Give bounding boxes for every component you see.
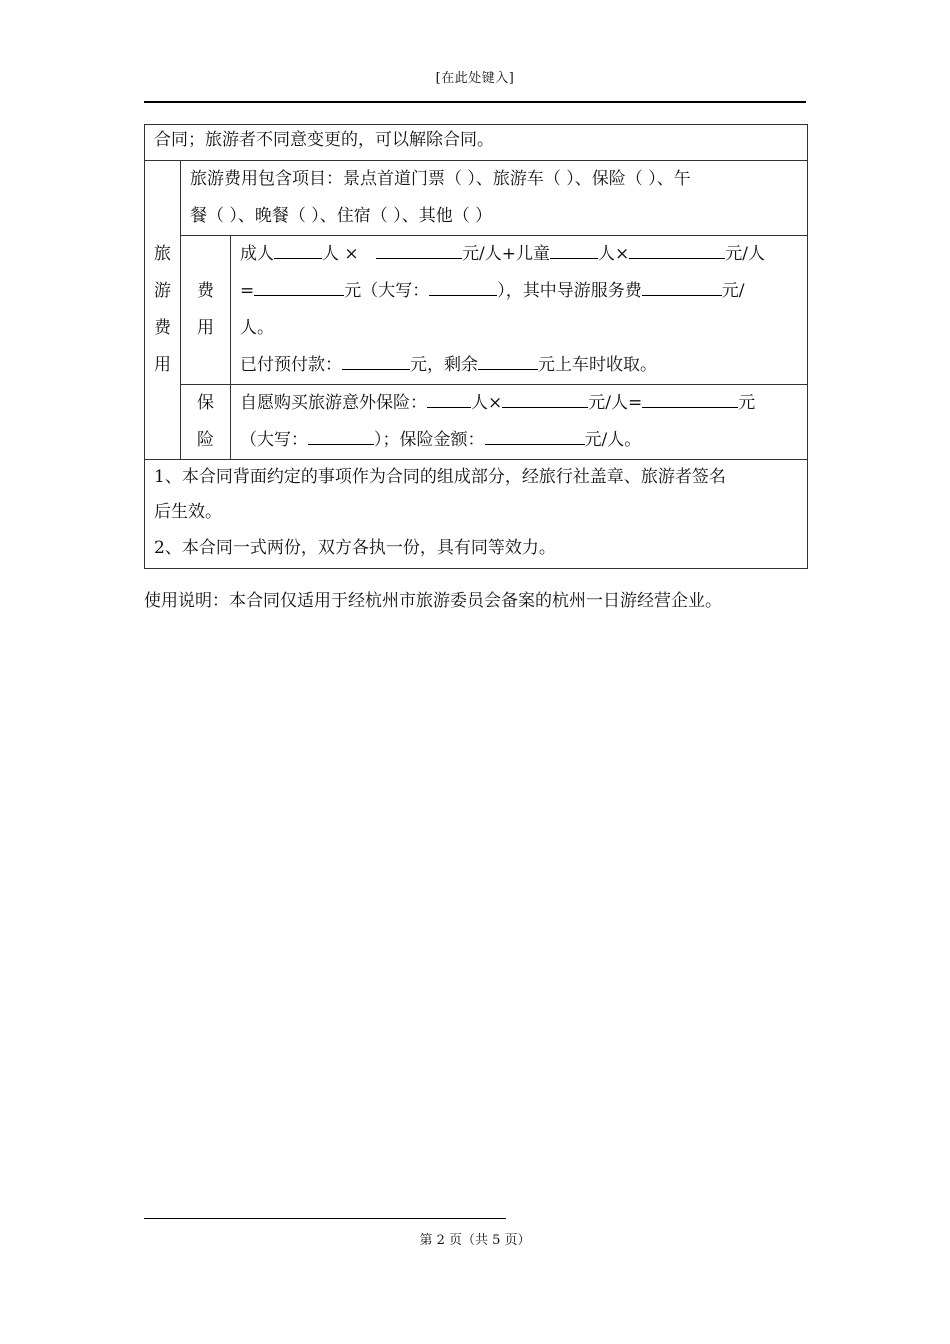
total-daxie-blank[interactable] — [429, 277, 497, 296]
cost-line-4 — [240, 347, 799, 384]
insurance-text: 自愿购买旅游意外保险： — [240, 393, 427, 413]
insurance-daxie-blank[interactable] — [308, 426, 374, 445]
cost-line-3: 人。 — [240, 318, 274, 338]
included-items-line: 餐（ ）、晚餐（ ）、住宿（ ）、其他（ ） — [190, 206, 493, 226]
insurance-line-1 — [240, 385, 799, 422]
child-count-blank[interactable] — [550, 240, 598, 259]
cost-text: = — [240, 281, 255, 301]
child-price-blank[interactable] — [629, 240, 725, 259]
cost-text: 元（大写： — [344, 281, 430, 301]
cost-text: 元/人 — [725, 244, 766, 264]
cost-line-1 — [240, 236, 799, 273]
total-amount-blank[interactable] — [254, 277, 344, 296]
insurance-text: 人× — [471, 393, 503, 413]
cost-label-char: 用 — [197, 318, 214, 338]
insurance-text: 元/人。 — [584, 430, 642, 450]
remaining-blank[interactable] — [478, 351, 538, 370]
note-1-line: 后生效。 — [154, 502, 222, 522]
page-number: 第 2 页（共 5 页） — [419, 1233, 531, 1248]
insurance-detail-cell — [231, 385, 808, 460]
fees-label-char: 游 — [154, 281, 171, 301]
insurance-text: 元/人= — [588, 393, 643, 413]
insurance-amount-blank[interactable] — [485, 426, 585, 445]
table-row-cost — [145, 236, 808, 385]
insurance-line-2 — [240, 422, 799, 459]
insurance-price-blank[interactable] — [502, 389, 588, 408]
fees-label-cell — [145, 161, 181, 460]
insured-count-blank[interactable] — [427, 389, 471, 408]
usage-note: 使用说明：本合同仅适用于经杭州市旅游委员会备案的杭州一日游经营企业。 — [144, 591, 722, 611]
cost-text: 元/人+儿童 — [462, 244, 551, 264]
cost-text: ），其中导游服务费 — [497, 281, 642, 301]
adult-price-blank[interactable] — [376, 240, 462, 259]
table-row-insurance — [145, 385, 808, 460]
cost-text: 成人 — [240, 244, 274, 264]
insurance-label-cell — [181, 385, 231, 460]
table-row-notes — [145, 460, 808, 569]
cost-text: 元，剩余 — [410, 355, 478, 375]
cost-text: 人× — [598, 244, 630, 264]
fees-label-char: 用 — [154, 355, 171, 375]
cost-text: 元/ — [721, 281, 745, 301]
note-2: 2、本合同一式两份，双方各执一份，具有同等效力。 — [154, 538, 556, 558]
note-1-line: 1、本合同背面约定的事项作为合同的组成部分，经旅行社盖章、旅游者签名 — [154, 467, 726, 487]
table-row-continuation — [145, 125, 808, 161]
insurance-text: 元 — [738, 393, 756, 413]
page-header: [在此处键入] — [435, 71, 515, 86]
cost-text: 人 × — [322, 244, 365, 264]
adult-count-blank[interactable] — [274, 240, 322, 259]
header-divider — [144, 101, 806, 103]
cost-label-cell — [181, 236, 231, 385]
cost-line-2 — [240, 273, 799, 310]
table-row-items — [145, 161, 808, 236]
insurance-label-char: 险 — [197, 430, 214, 450]
cost-label-char: 费 — [197, 281, 214, 301]
insurance-label-char: 保 — [197, 393, 214, 413]
cost-text: 已付预付款： — [240, 355, 342, 375]
guide-fee-blank[interactable] — [642, 277, 722, 296]
cost-detail-cell — [231, 236, 808, 385]
continuation-text: 合同；旅游者不同意变更的，可以解除合同。 — [154, 130, 494, 150]
footer-divider — [144, 1218, 506, 1219]
fees-label-char: 费 — [154, 318, 171, 338]
insurance-text: ）；保险金额： — [374, 430, 485, 450]
cost-text: 元上车时收取。 — [538, 355, 657, 375]
included-items-line: 旅游费用包含项目：景点首道门票（ ）、旅游车（ ）、保险（ ）、午 — [190, 169, 691, 189]
contract-table — [144, 124, 808, 569]
insurance-text: （大写： — [240, 430, 308, 450]
prepaid-blank[interactable] — [342, 351, 410, 370]
insurance-total-blank[interactable] — [642, 389, 738, 408]
fees-label-char: 旅 — [154, 244, 171, 264]
